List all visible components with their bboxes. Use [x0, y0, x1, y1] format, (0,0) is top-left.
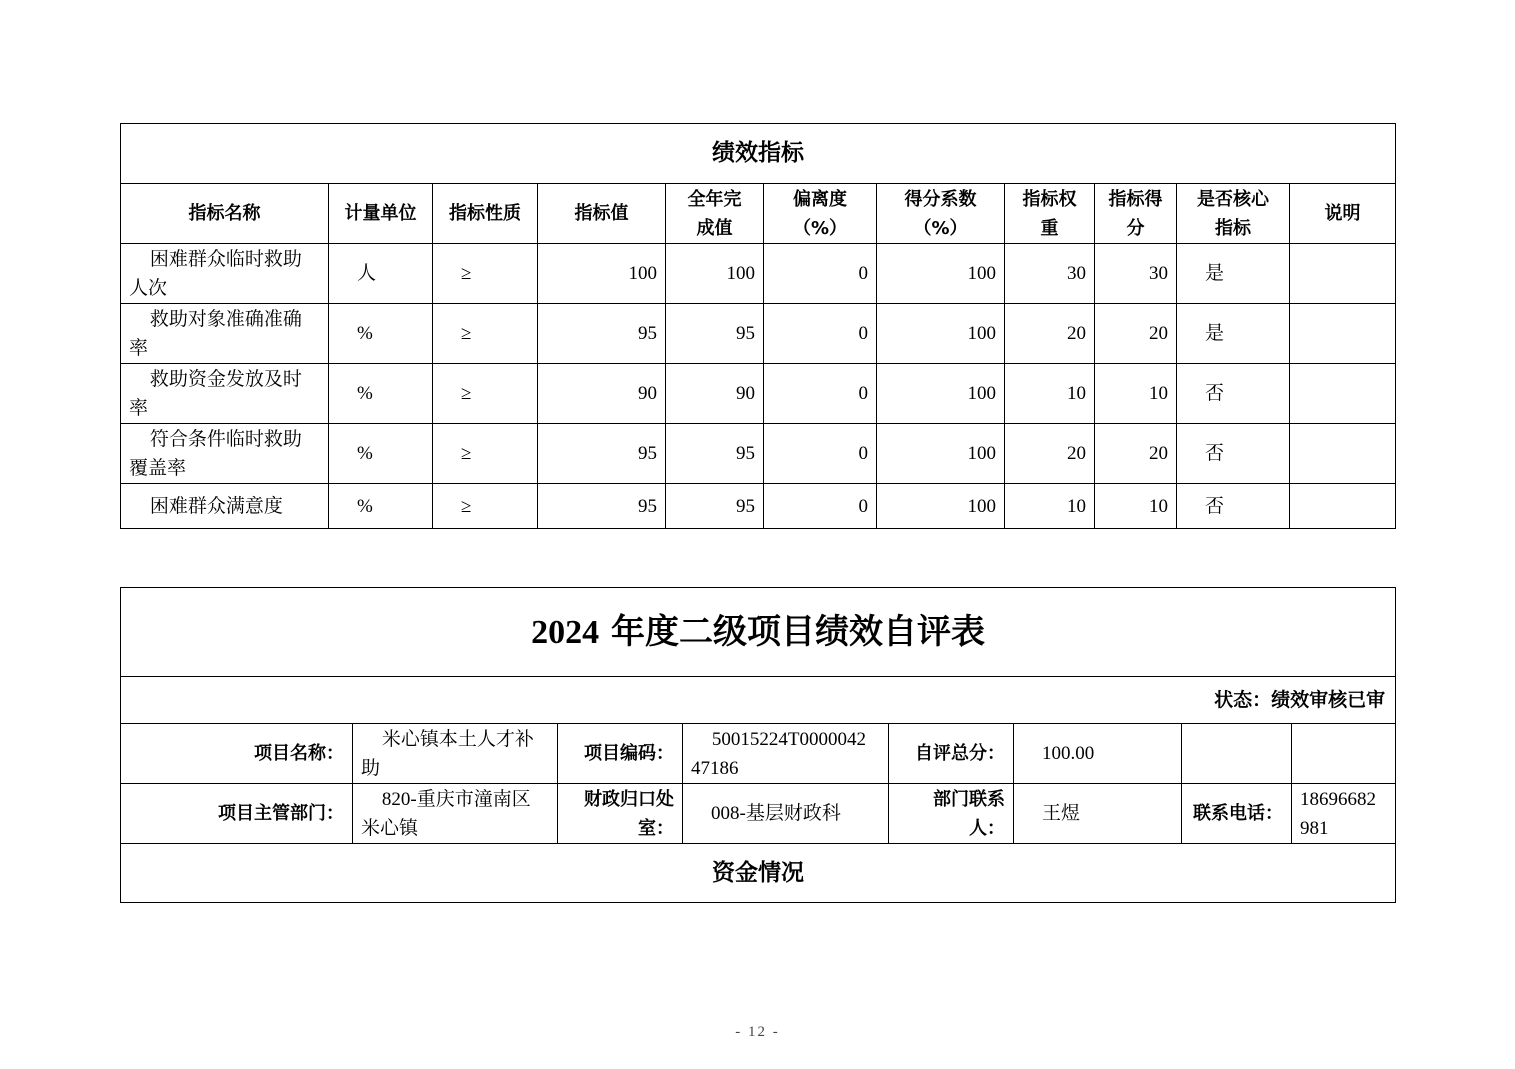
- table-row: [121, 484, 1396, 529]
- performance-table: [120, 123, 1396, 529]
- indicator-weight: 30: [1005, 244, 1095, 304]
- contact-person-value: 王煜: [1014, 784, 1182, 844]
- indicator-weight: 20: [1005, 424, 1095, 484]
- indicator-actual: 95: [666, 304, 764, 364]
- status-text: 状态：绩效审核已审: [121, 677, 1396, 724]
- finance-office-value: 008-基层财政科: [683, 784, 889, 844]
- header-note: 说明: [1290, 184, 1396, 244]
- indicator-deviation: 0: [764, 364, 877, 424]
- indicator-actual: 100: [666, 244, 764, 304]
- indicator-deviation: 0: [764, 484, 877, 529]
- indicator-note: [1290, 484, 1396, 529]
- self-eval-title: 2024 年度二级项目绩效自评表: [121, 588, 1396, 677]
- indicator-coef: 100: [877, 424, 1005, 484]
- empty-cell: [1292, 724, 1396, 784]
- indicator-value: 95: [538, 484, 666, 529]
- header-core: 是否核心 指标: [1177, 184, 1290, 244]
- indicator-actual: 95: [666, 424, 764, 484]
- indicator-weight: 20: [1005, 304, 1095, 364]
- indicator-nature: ≥: [433, 304, 538, 364]
- header-score: 指标得 分: [1095, 184, 1177, 244]
- indicator-score: 20: [1095, 424, 1177, 484]
- dept-label: 项目主管部门：: [121, 784, 353, 844]
- indicator-unit: %: [329, 484, 433, 529]
- page-number: - 12 -: [735, 1024, 780, 1040]
- header-coef: 得分系数 （%）: [877, 184, 1005, 244]
- indicator-note: [1290, 424, 1396, 484]
- indicator-value: 95: [538, 424, 666, 484]
- indicator-core: 否: [1177, 484, 1290, 529]
- indicator-core: 否: [1177, 364, 1290, 424]
- funds-title: 资金情况: [121, 844, 1396, 903]
- header-nature: 指标性质: [433, 184, 538, 244]
- finance-office-label: 财政归口处 室：: [558, 784, 683, 844]
- header-value: 指标值: [538, 184, 666, 244]
- indicator-coef: 100: [877, 304, 1005, 364]
- indicator-note: [1290, 364, 1396, 424]
- indicator-note: [1290, 244, 1396, 304]
- indicator-score: 30: [1095, 244, 1177, 304]
- dept-value: 820-重庆市潼南区 米心镇: [353, 784, 558, 844]
- indicator-deviation: 0: [764, 244, 877, 304]
- indicator-unit: %: [329, 364, 433, 424]
- phone-value: 18696682 981: [1292, 784, 1396, 844]
- project-code-value: 50015224T0000042 47186: [683, 724, 889, 784]
- table-row: [121, 244, 1396, 304]
- project-name-label: 项目名称：: [121, 724, 353, 784]
- indicator-score: 10: [1095, 364, 1177, 424]
- indicator-nature: ≥: [433, 484, 538, 529]
- indicator-value: 95: [538, 304, 666, 364]
- indicator-deviation: 0: [764, 304, 877, 364]
- indicator-actual: 90: [666, 364, 764, 424]
- header-name: 指标名称: [121, 184, 329, 244]
- indicator-weight: 10: [1005, 364, 1095, 424]
- indicator-actual: 95: [666, 484, 764, 529]
- indicator-weight: 10: [1005, 484, 1095, 529]
- total-score-value: 100.00: [1014, 724, 1182, 784]
- indicator-value: 100: [538, 244, 666, 304]
- indicator-unit: 人: [329, 244, 433, 304]
- indicator-name: 救助资金发放及时 率: [121, 364, 329, 424]
- indicator-coef: 100: [877, 484, 1005, 529]
- table-row: [121, 424, 1396, 484]
- indicator-value: 90: [538, 364, 666, 424]
- indicator-name: 困难群众满意度: [121, 484, 329, 529]
- header-unit: 计量单位: [329, 184, 433, 244]
- indicator-coef: 100: [877, 364, 1005, 424]
- indicator-score: 10: [1095, 484, 1177, 529]
- indicator-name: 救助对象准确准确 率: [121, 304, 329, 364]
- project-name-value: 米心镇本土人才补 助: [353, 724, 558, 784]
- indicator-unit: %: [329, 424, 433, 484]
- indicator-name: 困难群众临时救助 人次: [121, 244, 329, 304]
- header-deviation: 偏离度 （%）: [764, 184, 877, 244]
- contact-person-label: 部门联系 人：: [889, 784, 1014, 844]
- table-row: [121, 304, 1396, 364]
- indicator-deviation: 0: [764, 424, 877, 484]
- indicator-unit: %: [329, 304, 433, 364]
- indicator-core: 否: [1177, 424, 1290, 484]
- header-actual: 全年完 成值: [666, 184, 764, 244]
- indicator-score: 20: [1095, 304, 1177, 364]
- phone-label: 联系电话：: [1182, 784, 1292, 844]
- indicator-core: 是: [1177, 304, 1290, 364]
- self-evaluation-table: [120, 587, 1396, 903]
- indicator-name: 符合条件临时救助 覆盖率: [121, 424, 329, 484]
- indicator-nature: ≥: [433, 364, 538, 424]
- performance-title: 绩效指标: [121, 124, 1396, 184]
- indicator-nature: ≥: [433, 244, 538, 304]
- indicator-nature: ≥: [433, 424, 538, 484]
- project-code-label: 项目编码：: [558, 724, 683, 784]
- indicator-note: [1290, 304, 1396, 364]
- table-row: [121, 364, 1396, 424]
- total-score-label: 自评总分：: [889, 724, 1014, 784]
- empty-cell: [1182, 724, 1292, 784]
- header-weight: 指标权 重: [1005, 184, 1095, 244]
- indicator-core: 是: [1177, 244, 1290, 304]
- indicator-coef: 100: [877, 244, 1005, 304]
